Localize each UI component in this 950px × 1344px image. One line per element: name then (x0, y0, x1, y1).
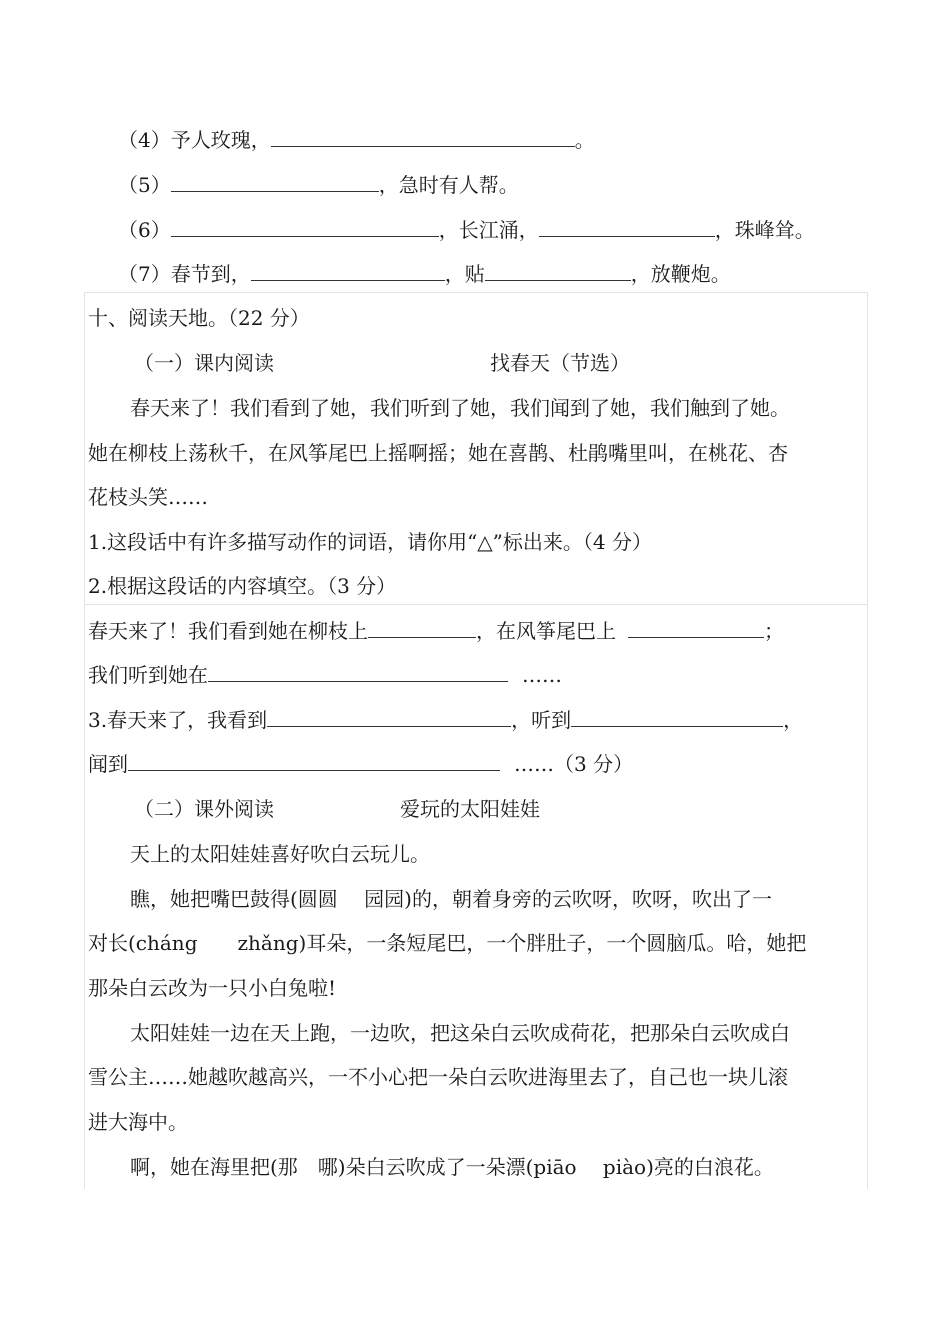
passage2-line: 对长(cháng zhǎng)耳朵，一条短尾巴，一个胖肚子，一个圆脑瓜。哈，她把 (88, 931, 807, 955)
passage2-line: 那朵白云改为一只小白兔啦! (88, 976, 337, 1000)
fill-line-5 (118, 171, 519, 199)
passage1-line: 春天来了！我们看到了她，我们听到了她，我们闻到了她，我们触到了她。 (130, 396, 790, 420)
section-heading: 十、阅读天地。（22 分） (88, 306, 310, 330)
blank-q2a[interactable] (368, 617, 476, 638)
question-1: 1.这段话中有许多描写动作的词语，请你用“△”标出来。（4 分） (88, 530, 652, 554)
blank-q3a[interactable] (267, 706, 511, 727)
passage2-line: 进大海中。 (88, 1110, 188, 1134)
question-3 (88, 706, 803, 734)
q2-line-1-b: ，在风筝尾巴上 (476, 619, 616, 643)
fill-line-7-label: （7）春节到， (118, 262, 251, 286)
blank-6a[interactable] (171, 216, 439, 237)
q3-line-2-a: 闻到 (88, 752, 128, 776)
q2-line-2-b: …… (522, 663, 562, 687)
fill-line-7-end: ，放鞭炮。 (630, 262, 731, 286)
q2-line-1 (88, 617, 784, 645)
fill-line-4 (118, 126, 595, 154)
blank-q3b[interactable] (571, 706, 783, 727)
passage2-line: 啊，她在海里把(那 哪)朵白云吹成了一朵漂(piāo piào)亮的白浪花。 (130, 1155, 774, 1179)
part2-title: 爱玩的太阳娃娃 (400, 797, 540, 821)
passage1-line: 她在柳枝上荡秋千，在风筝尾巴上摇啊摇；她在喜鹊、杜鹃嘴里叫，在桃花、杏 (88, 441, 788, 465)
blank-q2b[interactable] (628, 617, 764, 638)
part2-label: （二）课外阅读 (134, 797, 274, 821)
q2-line-1-a: 春天来了！我们看到她在柳枝上 (88, 619, 368, 643)
passage2-line: 太阳娃娃一边在天上跑，一边吹，把这朵白云吹成荷花，把那朵白云吹成白 (130, 1021, 790, 1045)
fill-line-4-label: （4）予人玫瑰， (118, 128, 271, 152)
q3-a: 3.春天来了，我看到 (88, 708, 268, 732)
blank-4[interactable] (271, 126, 575, 147)
fill-line-5-mid: ，急时有人帮。 (378, 173, 519, 197)
q2-line-2-a: 我们听到她在 (88, 663, 208, 687)
fill-line-6 (118, 216, 815, 244)
passage2-line: 雪公主……她越吹越高兴，一不小心把一朵白云吹进海里去了，自己也一块儿滚 (88, 1065, 788, 1089)
q2-line-1-c: ； (764, 619, 784, 643)
fill-line-6-mid: ，长江涌， (438, 218, 539, 242)
fill-line-6-end: ，珠峰耸。 (714, 218, 815, 242)
q3-c: ， (783, 708, 804, 732)
part1-title: 找春天（节选） (490, 351, 630, 375)
blank-7b[interactable] (485, 260, 631, 281)
fill-line-5-label: （5） (118, 173, 171, 197)
blank-5[interactable] (171, 171, 379, 192)
question-3-line-2 (88, 750, 633, 778)
passage1-line: 花枝头笑…… (88, 485, 208, 509)
fill-line-7-mid: ，贴 (444, 262, 485, 286)
q2-line-2 (88, 661, 562, 689)
passage2-line: 瞧，她把嘴巴鼓得(圆圆 园园)的，朝着身旁的云吹呀，吹呀，吹出了一 (130, 887, 772, 911)
blank-7a[interactable] (251, 260, 445, 281)
fill-line-4-end: 。 (574, 128, 595, 152)
passage2-line: 天上的太阳娃娃喜好吹白云玩儿。 (130, 842, 430, 866)
blank-6b[interactable] (539, 216, 715, 237)
blank-q2c[interactable] (208, 661, 508, 682)
question-2: 2.根据这段话的内容填空。（3 分） (88, 574, 397, 598)
blank-q3c[interactable] (128, 750, 500, 771)
q3-line-2-b: ……（3 分） (514, 752, 634, 776)
q3-b: ，听到 (511, 708, 572, 732)
part1-label: （一）课内阅读 (134, 351, 274, 375)
fill-line-7 (118, 260, 731, 288)
fill-line-6-label: （6） (118, 218, 171, 242)
